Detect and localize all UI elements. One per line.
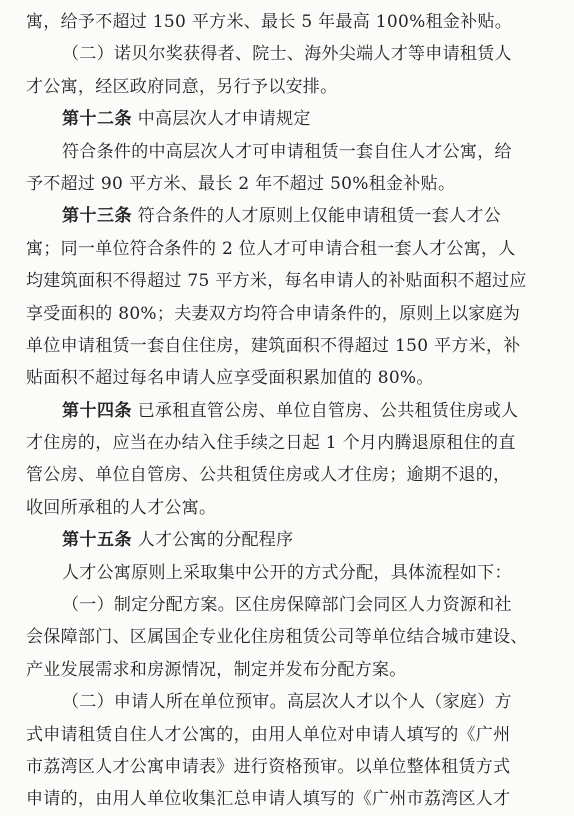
line-text: 寓；同一单位符合条件的 2 位人才可申请合租一套人才公寓，人 (26, 238, 516, 259)
text-line (26, 492, 560, 524)
line-text: 产业发展需求和房源情况，制定并发布分配方案。 (26, 659, 407, 680)
line-text: 收回所承租的人才公寓。 (26, 497, 217, 518)
line-text: （二）申请人所在单位预审。高层次人才以个人（家庭）方 (62, 692, 512, 713)
article-heading-line (26, 395, 560, 427)
article-number: 第十三条 (62, 206, 132, 227)
line-text: 寓，给予不超过 150 平方米、最长 5 年最高 100%租金补贴。 (26, 12, 513, 32)
text-line (26, 298, 560, 330)
line-text: 人才公寓的分配程序 (132, 530, 294, 551)
document-page (0, 6, 574, 810)
text-line (26, 71, 560, 103)
article-number: 第十二条 (62, 109, 132, 130)
line-text: 人才公寓原则上采取集中公开的方式分配，具体流程如下： (62, 562, 512, 583)
text-line (26, 459, 560, 491)
line-text: 申请的，由用人单位收集汇总申请人填写的《广州市荔湾区人才 (26, 789, 511, 810)
text-line (26, 38, 560, 70)
text-line (26, 751, 560, 783)
line-text: 式申请租赁自住人才公寓的，由用人单位对申请人填写的《广州 (26, 724, 511, 745)
text-line (26, 233, 560, 265)
article-number: 第十五条 (62, 530, 132, 551)
line-text: 享受面积的 80%；夫妻双方均符合申请条件的，原则上以家庭为 (26, 303, 521, 324)
text-line (26, 783, 560, 815)
line-text: 贴面积不超过每名申请人应享受面积累加值的 80%。 (26, 368, 434, 389)
line-text: 会保障部门、区属国企专业化住房租赁公司等单位结合城市建设、 (26, 627, 528, 648)
text-line (26, 168, 560, 200)
line-text: 已承租直管公房、单位自管房、公共租赁住房或人 (132, 400, 519, 421)
text-line (26, 654, 560, 686)
text-line (26, 330, 560, 362)
line-text: 中高层次人才申请规定 (132, 109, 311, 130)
text-line (26, 362, 560, 394)
line-text: 单位申请租赁一套自住住房，建筑面积不得超过 150 平方米，补 (26, 335, 521, 356)
article-heading-line (26, 524, 560, 556)
line-text: 符合条件的中高层次人才可申请租赁一套自住人才公寓，给 (62, 141, 512, 162)
text-line (26, 621, 560, 653)
article-number: 第十四条 (62, 400, 132, 421)
line-text: 管公房、单位自管房、公共租赁住房或人才住房；逾期不退的， (26, 465, 511, 486)
text-line (26, 136, 560, 168)
line-text: 才公寓，经区政府同意，另行予以安排。 (26, 76, 338, 97)
line-text: 才住房的，应当在办结入住手续之日起 1 个月内腾退原租住的直 (26, 433, 516, 454)
article-heading-line (26, 103, 560, 135)
text-line (26, 557, 560, 589)
line-text: 均建筑面积不得超过 75 平方米，每名申请人的补贴面积不超过应 (26, 271, 527, 292)
text-line (26, 6, 560, 38)
line-text: 市荔湾区人才公寓申请表》进行资格预审。以单位整体租赁方式 (26, 756, 511, 777)
line-text: 予不超过 90 平方米、最长 2 年不超过 50%租金补贴。 (26, 173, 456, 194)
text-line (26, 719, 560, 751)
line-text: （二）诺贝尔奖获得者、院士、海外尖端人才等申请租赁人 (62, 44, 512, 65)
text-line (26, 265, 560, 297)
line-text: （一）制定分配方案。区住房保障部门会同区人力资源和社 (62, 595, 512, 616)
text-line (26, 686, 560, 718)
article-heading-line (26, 200, 560, 232)
line-text: 符合条件的人才原则上仅能申请租赁一套人才公 (132, 206, 502, 227)
text-line (26, 427, 560, 459)
text-line (26, 589, 560, 621)
